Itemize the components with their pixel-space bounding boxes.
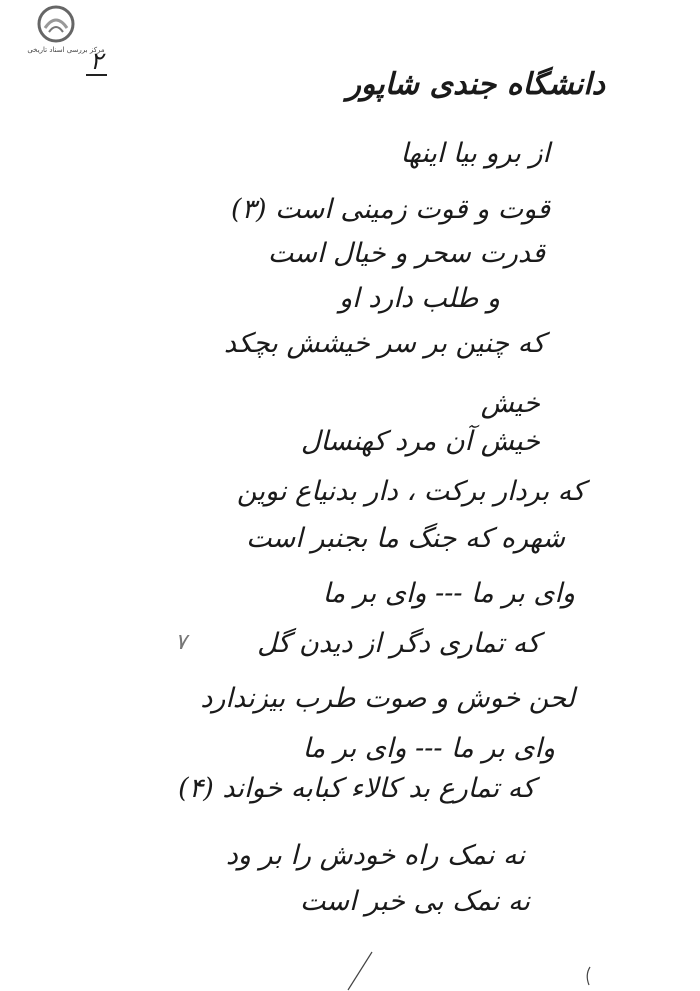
page-number: ٢ [86, 48, 107, 76]
text-line: وای بر ما --- وای بر ما [302, 733, 555, 764]
archive-emblem-icon [36, 4, 76, 44]
text-line: وای بر ما --- وای بر ما [322, 578, 575, 609]
text-line: قدرت سحر و خیال است [267, 238, 545, 269]
logo-caption: مرکز بررسی اسناد تاریخی [27, 46, 105, 54]
text-line: از برو بیا اینها [400, 138, 550, 169]
text-line: خیش آن مرد کهنسال [300, 426, 540, 457]
margin-mark: ٧ [175, 630, 187, 655]
pen-stroke [340, 950, 380, 991]
archive-logo [6, 4, 126, 62]
text-line: که تماری دگر از دیدن گل [257, 628, 540, 659]
text-line: نه نمک بی خبر است [299, 886, 530, 917]
text-line: نه نمک راه خودش را بر ود [225, 840, 525, 871]
text-line: که تمارع بد کالاء کبابه خواند (۴) [178, 773, 535, 804]
page-title: دانشگاه جندی شاپور [346, 67, 605, 102]
text-line: خیش [480, 388, 540, 419]
pen-stroke [582, 965, 594, 987]
text-line: که چنین بر سر خیشش بچکد [223, 328, 545, 359]
text-line: و طلب دارد او [339, 283, 500, 314]
text-line: لحن خوش و صوت طرب بیزندارد [200, 683, 575, 714]
text-line: قوت و قوت زمینی است (٣) [230, 194, 550, 225]
text-line: شهره که جنگ ما بجنبر است [246, 523, 565, 554]
text-line: که بردار برکت ، دار بدنیاع نوین [236, 476, 585, 507]
